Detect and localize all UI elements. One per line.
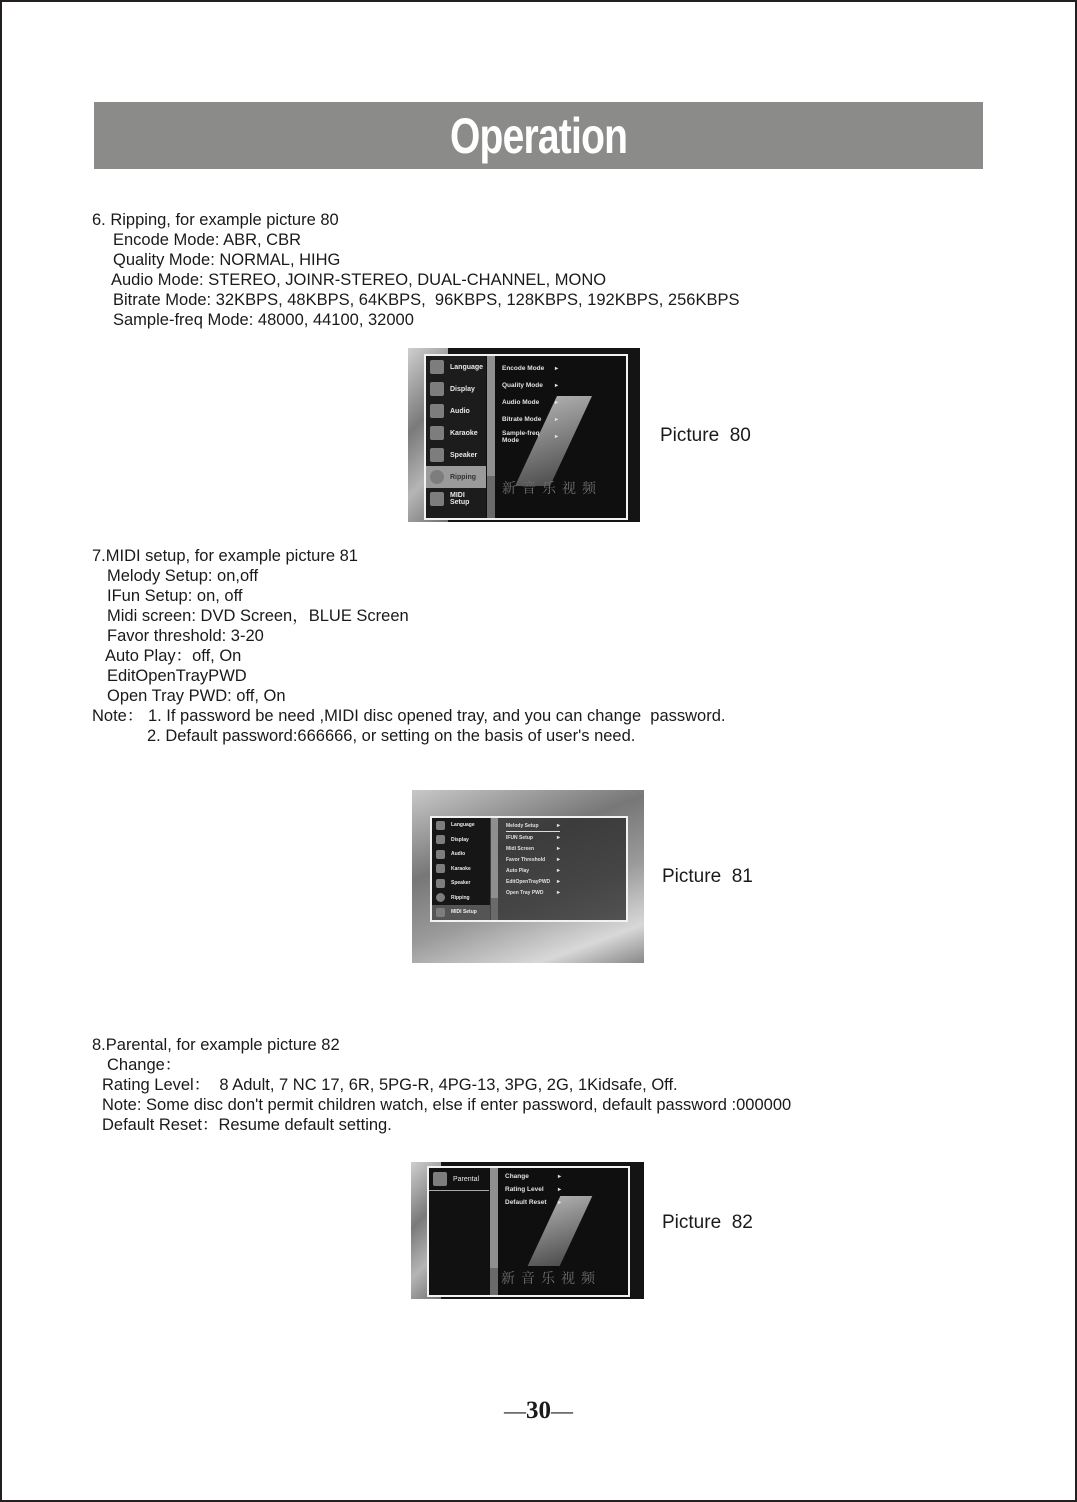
- section-parental: [92, 1035, 791, 1135]
- screenshot-picture-80: [408, 348, 640, 522]
- arrow-right-icon: ▸: [556, 879, 560, 885]
- header-bar: [94, 102, 983, 169]
- text-line: IFun Setup: on, off: [107, 587, 243, 605]
- note-line: Note： 1. If password be need ,MIDI disc opened tray, and you can change password.: [92, 707, 726, 725]
- picture-caption-82: Picture 82: [662, 1212, 753, 1233]
- osd-option: Sample-freq Mode ▸: [502, 429, 558, 444]
- text-line: Favor threshold: 3-20: [107, 627, 264, 645]
- osd-menu: [430, 816, 628, 922]
- text-line: Melody Setup: on,off: [107, 567, 259, 585]
- text-line: Default Reset：Resume default setting.: [102, 1116, 392, 1134]
- osd-scrollbar: [490, 1168, 498, 1295]
- arrow-right-icon: ▸: [556, 846, 560, 852]
- osd-item-display: Display: [426, 378, 486, 400]
- osd-menu-right: [502, 360, 558, 445]
- text-line: Audio Mode: STEREO, JOINR-STEREO, DUAL-CHANNEL, MONO: [111, 271, 607, 289]
- section-midi: [92, 546, 726, 746]
- note-line: 2. Default password:666666, or setting on the basis of user's need.: [147, 727, 636, 745]
- gear-icon: [430, 492, 444, 506]
- osd-item-midi-setup: MIDI Setup: [426, 488, 486, 510]
- page-number: —30—: [504, 1397, 573, 1424]
- globe-icon: [430, 360, 444, 374]
- text-line: EditOpenTrayPWD: [107, 667, 247, 685]
- osd-item-parental: Parental: [429, 1168, 489, 1191]
- text-line: Midi screen: DVD Screen，BLUE Screen: [107, 607, 409, 625]
- arrow-right-icon: ▸: [556, 823, 560, 829]
- osd-menu-left: [426, 356, 486, 518]
- arrow-right-icon: ▸: [557, 1200, 561, 1206]
- arrow-right-icon: ▸: [554, 400, 558, 406]
- arrow-right-icon: ▸: [556, 857, 560, 863]
- arrow-right-icon: ▸: [556, 868, 560, 874]
- osd-option: Encode Mode ▸: [502, 365, 558, 372]
- osd-scrollbar: [487, 356, 495, 518]
- text-line: Rating Level： 8 Adult, 7 NC 17, 6R, 5PG-R, 4PG-13, 3PG, 2G, 1Kidsafe, Off.: [102, 1076, 678, 1094]
- arrow-right-icon: ▸: [557, 1174, 561, 1180]
- text-line: Quality Mode: NORMAL, HIHG: [113, 251, 341, 269]
- monitor-icon: [430, 382, 444, 396]
- arrow-right-icon: ▸: [557, 1187, 561, 1193]
- section-heading: 8.Parental, for example picture 82: [92, 1036, 340, 1054]
- text-line: Auto Play：off, On: [105, 647, 242, 665]
- text-line: Open Tray PWD: off, On: [107, 687, 286, 705]
- arrow-right-icon: ▸: [554, 417, 558, 423]
- osd-option: Bitrate Mode ▸: [502, 416, 558, 423]
- arrow-right-icon: ▸: [556, 835, 560, 841]
- arrow-right-icon: ▸: [556, 890, 560, 896]
- text-line: Sample-freq Mode: 48000, 44100, 32000: [113, 311, 414, 329]
- osd-menu-left: [429, 1168, 489, 1295]
- gear-icon: [436, 908, 445, 917]
- osd-item-language: Language: [426, 356, 486, 378]
- page-title: Operation: [449, 107, 628, 164]
- osd-item-ripping: Ripping: [426, 466, 486, 488]
- osd-menu-right: Melody Setup ▸ IFUN Setup ▸ Midi Screen ▸ Favor Threshold ▸ Auto Play ▸ EditOpenTrayPWD ▸ Open Tray PWD ▸: [506, 820, 560, 898]
- osd-menu-left: Language Display Audio Karaoke Speaker Ripping MIDI Setup: [432, 818, 490, 920]
- globe-icon: [436, 821, 445, 830]
- section-heading: 7.MIDI setup, for example picture 81: [92, 547, 358, 565]
- disc-icon: [430, 470, 444, 484]
- osd-overlay-text: 新音乐视频: [502, 480, 602, 496]
- text-line: Encode Mode: ABR, CBR: [113, 231, 302, 249]
- microphone-icon: [430, 426, 444, 440]
- monitor-icon: [436, 835, 445, 844]
- speaker-box-icon: [430, 448, 444, 462]
- osd-menu: [424, 354, 628, 520]
- osd-item-speaker: Speaker: [426, 444, 486, 466]
- picture-caption-81: Picture 81: [662, 866, 753, 887]
- osd-overlay-text: 新音乐视频: [501, 1270, 601, 1286]
- disc-icon: [436, 893, 445, 902]
- section-ripping: [92, 210, 739, 330]
- screenshot-picture-81: [412, 790, 644, 963]
- speaker-icon: [436, 850, 445, 859]
- lock-icon: [433, 1172, 447, 1186]
- arrow-right-icon: ▸: [554, 366, 558, 372]
- text-line: Bitrate Mode: 32KBPS, 48KBPS, 64KBPS, 96KBPS, 128KBPS, 192KBPS, 256KBPS: [113, 291, 740, 309]
- text-line: Change：: [107, 1056, 182, 1074]
- osd-option: Audio Mode ▸: [502, 399, 558, 406]
- speaker-icon: [430, 404, 444, 418]
- osd-menu-right: Change ▸ Rating Level ▸ Default Reset ▸: [505, 1173, 561, 1206]
- microphone-icon: [436, 864, 445, 873]
- arrow-right-icon: ▸: [554, 383, 558, 389]
- screenshot-picture-82: [411, 1162, 644, 1299]
- text-line: Note: Some disc don't permit children watch, else if enter password, default password :000000: [102, 1096, 792, 1114]
- osd-item-karaoke: Karaoke: [426, 422, 486, 444]
- osd-menu: [427, 1166, 630, 1297]
- picture-caption-80: Picture 80: [660, 425, 751, 446]
- osd-scrollbar: [491, 818, 498, 920]
- speaker-box-icon: [436, 879, 445, 888]
- osd-option: Quality Mode ▸: [502, 382, 558, 389]
- section-heading: 6. Ripping, for example picture 80: [92, 211, 339, 229]
- osd-item-audio: Audio: [426, 400, 486, 422]
- arrow-right-icon: ▸: [554, 434, 558, 440]
